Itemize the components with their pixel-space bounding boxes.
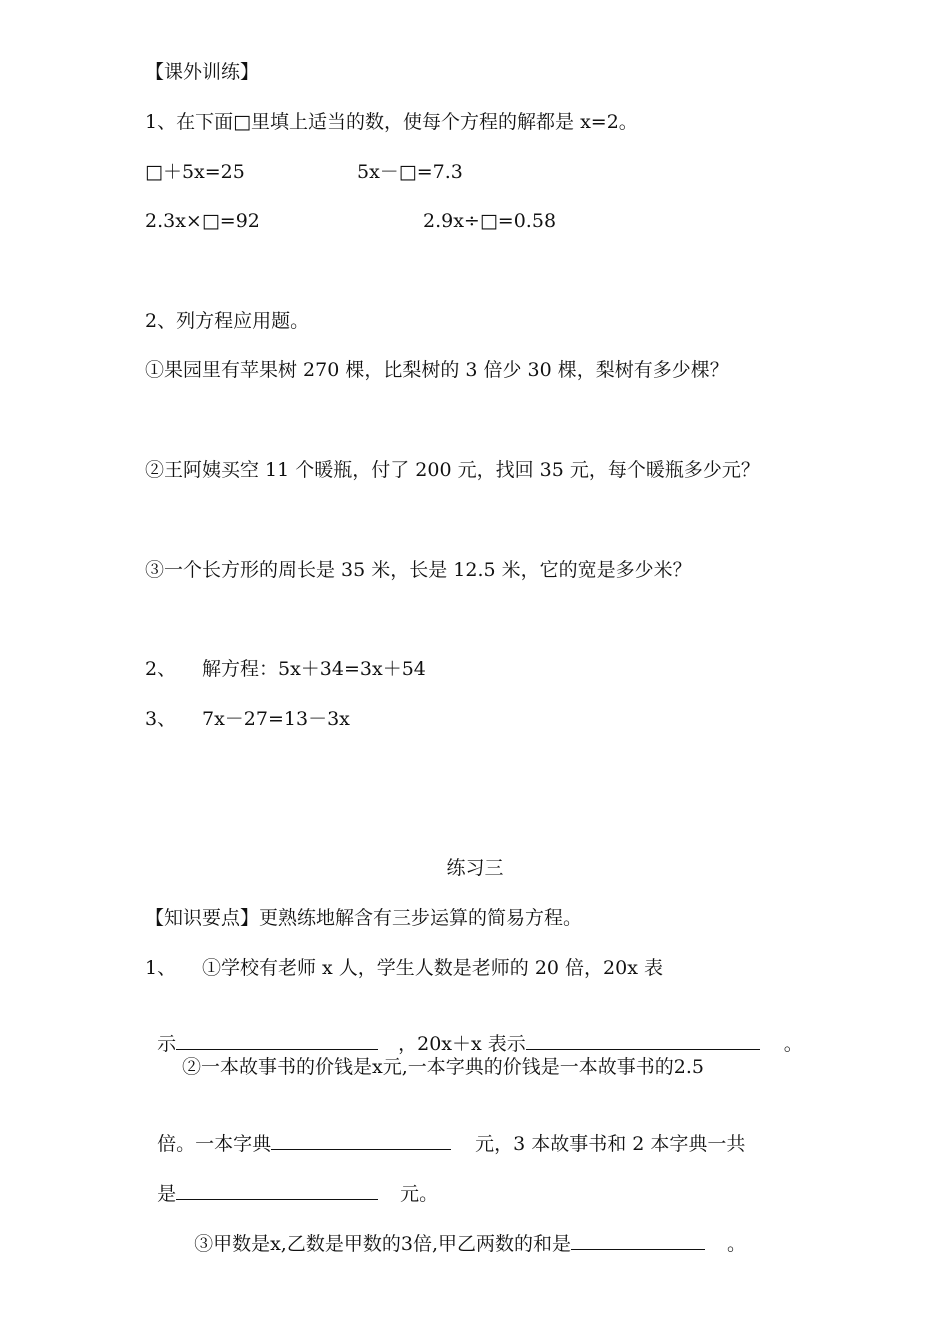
word-problem-1: ①果园里有苹果树 270 棵，比梨树的 3 倍少 30 棵，梨树有多少棵？ <box>145 359 729 381</box>
question-4-number: 3、 <box>145 708 177 730</box>
answer-blank-5[interactable] <box>571 1229 705 1250</box>
answer-blank-2[interactable] <box>526 1029 760 1050</box>
equation-a: □＋5x=25 <box>145 161 245 183</box>
practice-q1-line5 <box>145 1155 438 1206</box>
answer-blank-1[interactable] <box>176 1029 378 1050</box>
label-show: 示 <box>157 1033 177 1055</box>
practice-q1-line2 <box>145 1005 803 1056</box>
question-4-text: 7x－27=13－3x <box>202 708 350 730</box>
question-3-number: 2、 <box>145 658 177 680</box>
key-points: 【知识要点】更熟练地解含有三步运算的简易方程。 <box>145 907 583 929</box>
practice-q1-line4 <box>145 1105 745 1156</box>
label-one-dictionary: 倍。一本字典 <box>157 1133 272 1155</box>
practice-q1-line3: ②一本故事书的价钱是x元,一本字典的价钱是一本故事书的2.5 <box>182 1056 704 1078</box>
period-1: 。 <box>783 1033 803 1055</box>
label-total: 元，3 本故事书和 2 本字典一共 <box>475 1133 746 1155</box>
question-3-text: 解方程：5x＋34=3x＋54 <box>202 658 426 680</box>
label-is: 是 <box>157 1183 177 1205</box>
question-2-prompt: 2、列方程应用题。 <box>145 310 310 332</box>
label-sum: ③甲数是x,乙数是甲数的3倍,甲乙两数的和是 <box>194 1233 571 1255</box>
answer-blank-3[interactable] <box>271 1129 451 1150</box>
practice-q1-line1: ①学校有老师 x 人，学生人数是老师的 20 倍，20x 表 <box>202 957 663 979</box>
answer-blank-4[interactable] <box>176 1179 378 1200</box>
practice-q1-line6 <box>182 1205 746 1256</box>
equation-c: 2.3x×□=92 <box>145 210 260 232</box>
section-heading: 【课外训练】 <box>145 61 260 83</box>
practice-3-title: 练习三 <box>446 857 504 879</box>
period-2: 。 <box>726 1233 746 1255</box>
word-problem-2: ②王阿姨买空 11 个暖瓶，付了 200 元，找回 35 元，每个暖瓶多少元？ <box>145 459 760 481</box>
label-yuan: 元。 <box>400 1183 439 1205</box>
label-20x-plus-x: ，20x＋x 表示 <box>398 1033 526 1055</box>
question-1-prompt: 1、在下面□里填上适当的数，使每个方程的解都是 x=2。 <box>145 111 638 133</box>
practice-q1-number: 1、 <box>145 957 177 979</box>
equation-b: 5x－□=7.3 <box>357 161 463 183</box>
word-problem-3: ③一个长方形的周长是 35 米，长是 12.5 米，它的宽是多少米？ <box>145 559 692 581</box>
equation-d: 2.9x÷□=0.58 <box>423 210 557 232</box>
